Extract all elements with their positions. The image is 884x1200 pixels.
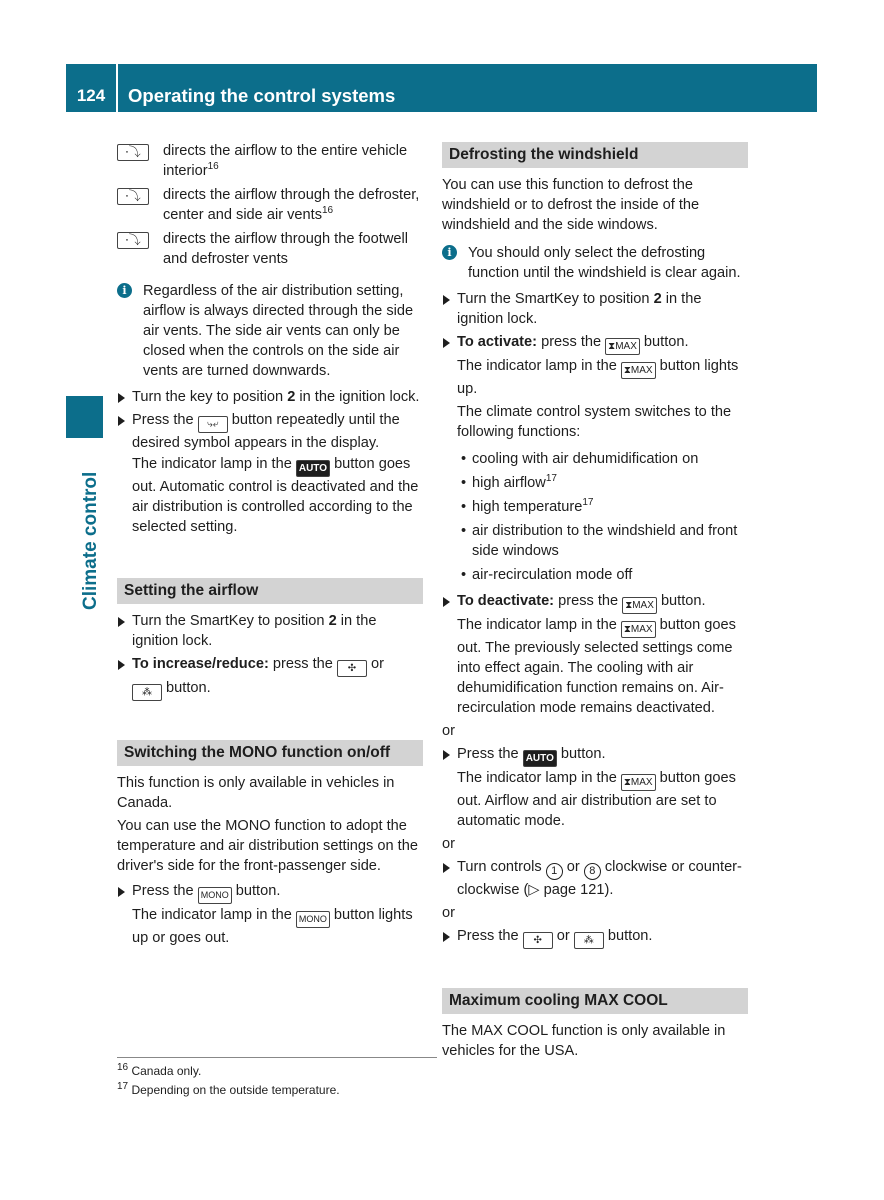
step-text: button lights up or goes out.: [132, 907, 413, 946]
footnote-number: 17: [117, 1081, 129, 1092]
step-text: Turn the SmartKey to position: [457, 291, 654, 307]
instruction-step: [442, 926, 748, 949]
instruction-step: [442, 332, 748, 442]
step-text: button.: [603, 928, 653, 944]
section-heading: Maximum cooling MAX COOL: [442, 988, 748, 1014]
instruction-step: [442, 591, 748, 718]
page-number: 124: [76, 86, 106, 105]
step-text-bold: To activate:: [457, 334, 538, 350]
bullet-item: [442, 473, 748, 493]
step-text: page 121).: [539, 882, 614, 898]
auto-button-icon: AUTO: [296, 460, 330, 477]
step-text: or: [562, 859, 584, 875]
defrost-max-button-icon: ⧗MAX: [621, 774, 656, 791]
step-text: Turn the SmartKey to position: [132, 613, 329, 629]
step-text: button.: [656, 593, 706, 609]
step-text: button.: [231, 883, 281, 899]
or-separator: or: [442, 905, 455, 921]
auto-button-icon: AUTO: [523, 750, 557, 767]
defrost-max-button-icon: ⧗MAX: [621, 362, 656, 379]
step-text-bold: To deactivate:: [457, 593, 555, 609]
bullet-item: [442, 521, 748, 561]
step-text: press the: [554, 593, 623, 609]
step-text: button goes out. Airflow and air distribution are set to automatic mode.: [457, 770, 736, 829]
footnote-ref: 16: [322, 205, 334, 217]
symbol-description: directs the airflow to the entire vehicle interior: [163, 143, 408, 179]
step-text: Press the: [457, 746, 523, 762]
defrost-max-button-icon: ⧗MAX: [621, 621, 656, 638]
footnote-text: Depending on the outside temperature.: [128, 1083, 340, 1097]
paragraph: You can use this function to defrost the windshield or to defrost the inside of the windshield and the side windows.: [442, 177, 700, 233]
step-text: button.: [639, 334, 689, 350]
fan-decrease-button-icon: ⁂: [132, 684, 162, 701]
control-8-icon: 8: [584, 863, 601, 880]
side-tab-label: Climate control: [80, 471, 101, 610]
step-text: clockwise or counter-clockwise (: [457, 859, 742, 898]
step-text: button repeatedly until the desired symbol appears in the display.: [132, 412, 400, 451]
fan-increase-button-icon: ✣: [337, 660, 367, 677]
footnotes: [117, 1057, 437, 1100]
footnote-text: Canada only.: [128, 1064, 202, 1078]
instruction-step: [117, 410, 423, 537]
step-text: Press the: [457, 928, 523, 944]
step-text: button.: [162, 680, 211, 696]
bullet-text: high airflow: [472, 475, 546, 491]
bullet-item: [442, 449, 748, 469]
side-tab-marker: [66, 396, 103, 438]
control-1-icon: 1: [546, 863, 563, 880]
defrost-max-button-icon: ⧗MAX: [605, 338, 640, 355]
instruction-step: [442, 857, 748, 900]
step-text: press the: [268, 656, 337, 672]
symbol-description: directs the airflow through the defroster, center and side air vents: [163, 187, 420, 223]
airflow-defroster-icon: ⸱⤵: [117, 188, 149, 205]
step-text: in the ignition lock.: [295, 389, 420, 405]
step-text: The indicator lamp in the: [132, 456, 296, 472]
symbol-row: [117, 141, 423, 181]
fan-decrease-button-icon: ⁂: [574, 932, 604, 949]
step-text: in the ignition lock.: [132, 613, 377, 649]
footnote-number: 16: [117, 1062, 129, 1073]
info-note-text: Regardless of the air distribution setting, airflow is always directed through the side air vents. The side air vents can only be closed when the controls on the side air vents are turned downwards.: [143, 283, 414, 379]
bullet-text: air distribution to the windshield and front side windows: [472, 523, 738, 559]
section-heading: Setting the airflow: [117, 578, 423, 604]
mono-button-icon: MONO: [198, 887, 232, 904]
footnote: [117, 1062, 437, 1081]
footnote-ref: 16: [207, 161, 219, 173]
step-text-bold: 2: [653, 291, 662, 307]
step-text: Turn the key to position: [132, 389, 288, 405]
paragraph: The MAX COOL function is only available in vehicles for the USA.: [442, 1023, 726, 1059]
defrost-max-button-icon: ⧗MAX: [622, 597, 657, 614]
instruction-step: [117, 654, 423, 701]
step-text: or: [366, 656, 384, 672]
section-heading: Defrosting the windshield: [442, 142, 748, 168]
symbol-row: [117, 185, 423, 225]
symbol-description: directs the airflow through the footwell and defroster vents: [163, 231, 408, 267]
page-reference-arrow-icon: ▷: [528, 882, 540, 898]
right-column: [442, 141, 748, 1064]
step-text: press the: [537, 334, 606, 350]
step-text: in the ignition lock.: [457, 291, 702, 327]
step-text: button.: [556, 746, 606, 762]
bullet-item: [442, 497, 748, 517]
header-separator: [116, 64, 118, 112]
footnote-ref: 17: [582, 497, 594, 509]
left-column: [117, 141, 423, 951]
info-icon: i: [117, 283, 132, 298]
step-text-bold: 2: [287, 389, 296, 405]
mono-button-icon: MONO: [296, 911, 330, 928]
step-text: The indicator lamp in the: [457, 617, 621, 633]
bullet-text: high temperature: [472, 499, 583, 515]
step-text: button goes out. Automatic control is deactivated and the air distribution is controlled according to the selected setting.: [132, 456, 419, 535]
step-text-bold: 2: [328, 613, 337, 629]
or-separator: or: [442, 836, 455, 852]
step-text: Press the: [132, 883, 198, 899]
paragraph: This function is only available in vehicles in Canada.: [117, 775, 395, 811]
bullet-text: air-recirculation mode off: [472, 567, 633, 583]
step-text: The indicator lamp in the: [132, 907, 296, 923]
paragraph: You can use the MONO function to adopt the temperature and air distribution settings on the driver's side for the front-passenger side.: [117, 818, 418, 874]
bullet-text: cooling with air dehumidification on: [472, 451, 699, 467]
instruction-step: [117, 611, 423, 651]
instruction-step: [442, 744, 748, 831]
info-note: [117, 281, 423, 381]
step-text: or: [552, 928, 574, 944]
instruction-step: [117, 387, 423, 407]
step-text: Turn controls: [457, 859, 546, 875]
step-text: button goes out. The previously selected settings come into effect again. The cooling with air dehumidification function remains on. Air-recirculation mode remains deactivated.: [457, 617, 736, 716]
section-heading: Switching the MONO function on/off: [117, 740, 423, 766]
step-text: Press the: [132, 412, 198, 428]
instruction-step: [117, 881, 423, 948]
fan-increase-button-icon: ✣: [523, 932, 553, 949]
step-text: The indicator lamp in the: [457, 358, 621, 374]
info-icon: i: [442, 245, 457, 260]
airflow-interior-icon: ⸱⤵: [117, 144, 149, 161]
airflow-footwell-icon: ⸱⤵: [117, 232, 149, 249]
footnote: [117, 1081, 437, 1100]
or-separator: or: [442, 723, 455, 739]
footnote-ref: 17: [545, 473, 557, 485]
info-note: [442, 243, 748, 283]
step-text-bold: To increase/reduce:: [132, 656, 269, 672]
step-text: The indicator lamp in the: [457, 770, 621, 786]
instruction-step: [442, 289, 748, 329]
symbol-row: [117, 229, 423, 269]
page-title: Operating the control systems: [128, 85, 396, 106]
info-note-text: You should only select the defrosting function until the windshield is clear again.: [468, 245, 741, 281]
step-text: button lights up.: [457, 358, 739, 397]
airflow-button-icon: ⤷⤶: [198, 416, 228, 433]
bullet-item: [442, 565, 748, 585]
step-text: The climate control system switches to the following functions:: [457, 404, 732, 440]
